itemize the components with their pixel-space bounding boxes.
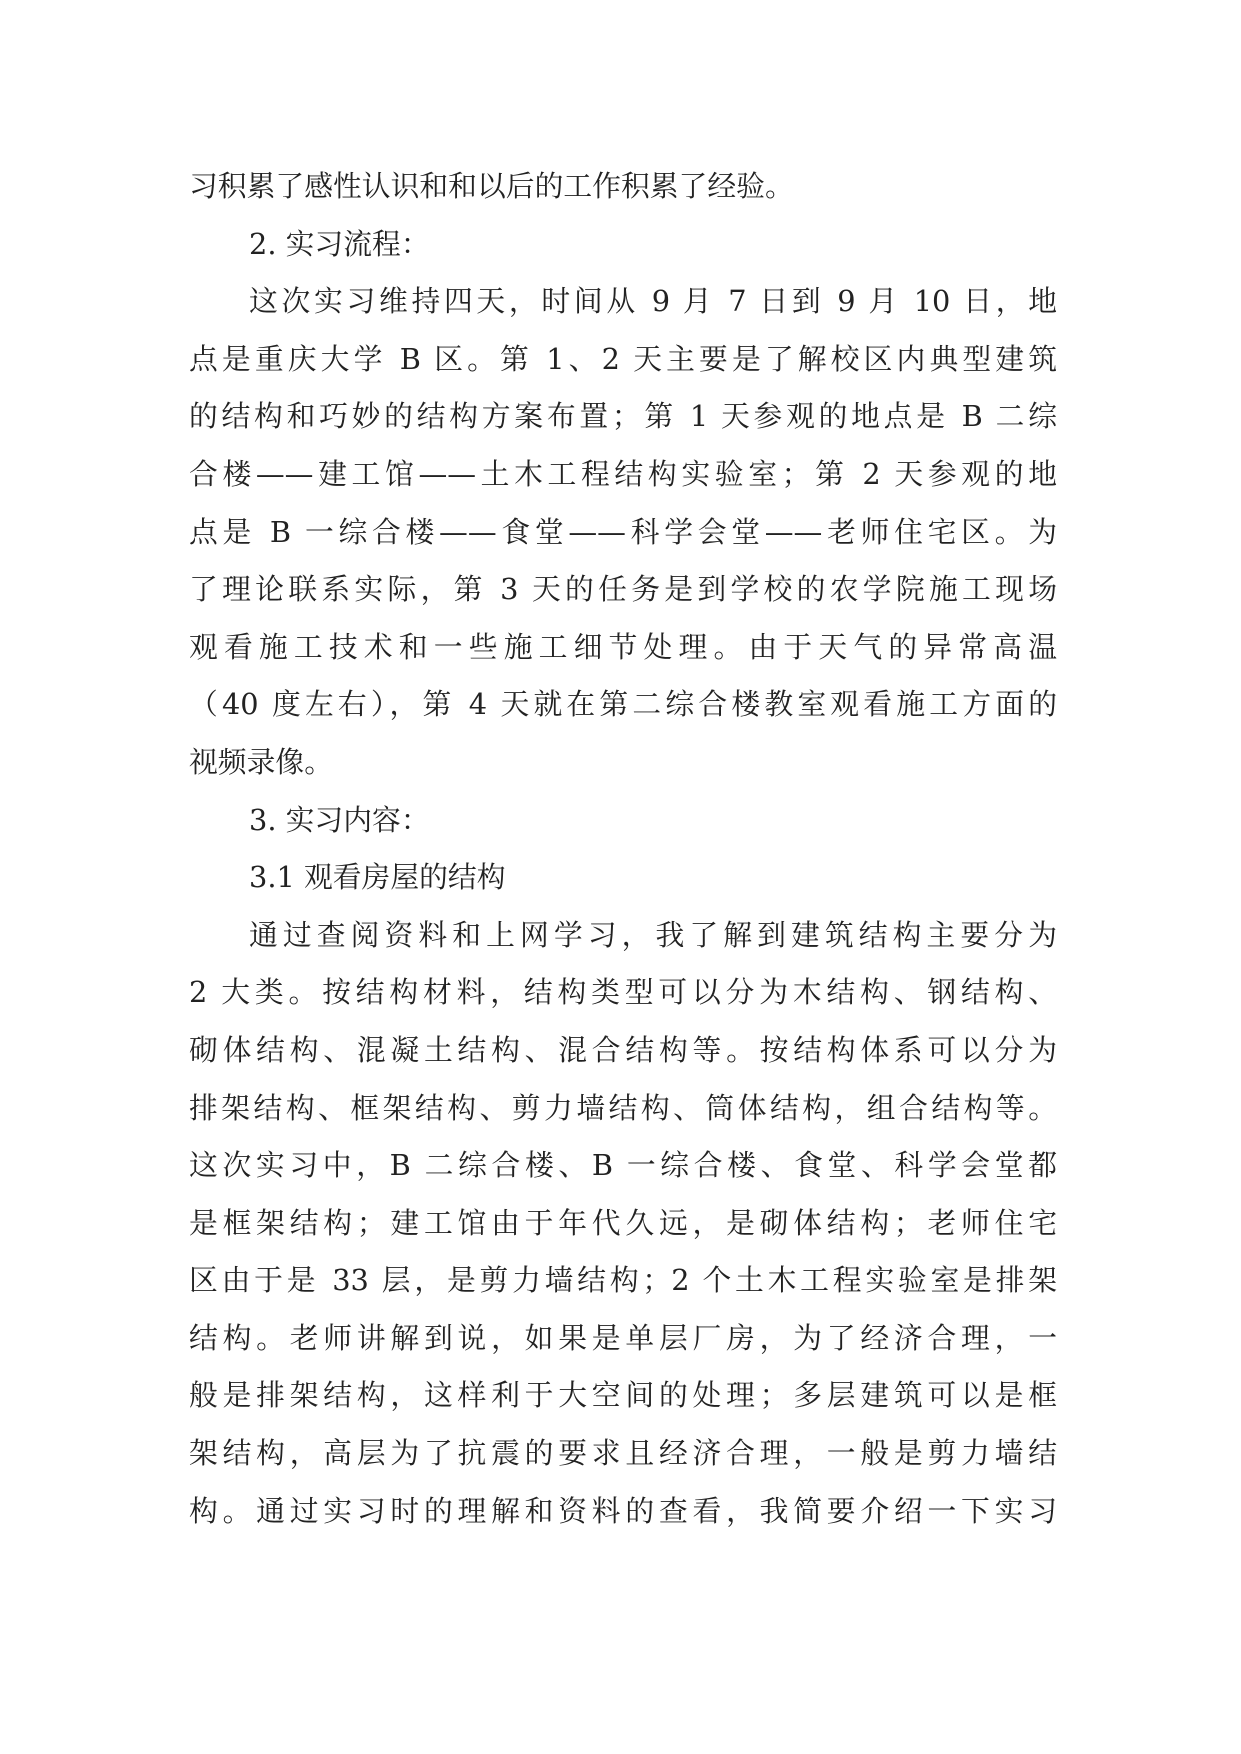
- text-line: 点是重庆大学 B 区。第 1、2 天主要是了解校区内典型建筑: [189, 341, 1057, 376]
- text-line: 通过查阅资料和上网学习，我了解到建筑结构主要分为: [249, 917, 1057, 952]
- text-line: 点是 B 一综合楼——食堂——科学会堂——老师住宅区。为: [189, 514, 1057, 549]
- text-line: 排架结构、框架结构、剪力墙结构、筒体结构，组合结构等。: [189, 1090, 1057, 1125]
- section-heading-process: 2. 实习流程：: [249, 226, 430, 261]
- text-line: 合楼——建工馆——土木工程结构实验室；第 2 天参观的地: [189, 456, 1057, 491]
- text-line: 结构。老师讲解到说，如果是单层厂房，为了经济合理，一: [189, 1320, 1057, 1355]
- text-line: 架结构，高层为了抗震的要求且经济合理，一般是剪力墙结: [189, 1436, 1057, 1471]
- text-line: （40 度左右），第 4 天就在第二综合楼教室观看施工方面的: [189, 687, 1057, 722]
- text-line: 的结构和巧妙的结构方案布置；第 1 天参观的地点是 B 二综: [189, 399, 1057, 434]
- document-body: [189, 158, 1057, 1540]
- subsection-heading-structure: 3.1 观看房屋的结构: [249, 860, 506, 895]
- text-line: 视频录像。: [189, 744, 333, 779]
- text-line: 了理论联系实际，第 3 天的任务是到学校的农学院施工现场: [189, 572, 1057, 607]
- text-line: 是框架结构；建工馆由于年代久远，是砌体结构；老师住宅: [189, 1205, 1057, 1240]
- text-line: 般是排架结构，这样利于大空间的处理；多层建筑可以是框: [189, 1378, 1057, 1413]
- text-line: 这次实习中，B 二综合楼、B 一综合楼、食堂、科学会堂都: [189, 1148, 1057, 1183]
- text-line: 这次实习维持四天，时间从 9 月 7 日到 9 月 10 日，地: [249, 284, 1057, 319]
- text-line: 构。通过实习时的理解和资料的查看，我简要介绍一下实习: [189, 1493, 1057, 1528]
- text-line: 2 大类。按结构材料，结构类型可以分为木结构、钢结构、: [189, 975, 1057, 1010]
- section-heading-content: 3. 实习内容：: [249, 802, 430, 837]
- text-line: 区由于是 33 层，是剪力墙结构；2 个土木工程实验室是排架: [189, 1263, 1057, 1298]
- text-line: 观看施工技术和一些施工细节处理。由于天气的异常高温: [189, 629, 1057, 664]
- text-line: 习积累了感性认识和和以后的工作积累了经验。: [189, 169, 794, 203]
- text-line: 砌体结构、混凝土结构、混合结构等。按结构体系可以分为: [189, 1032, 1057, 1067]
